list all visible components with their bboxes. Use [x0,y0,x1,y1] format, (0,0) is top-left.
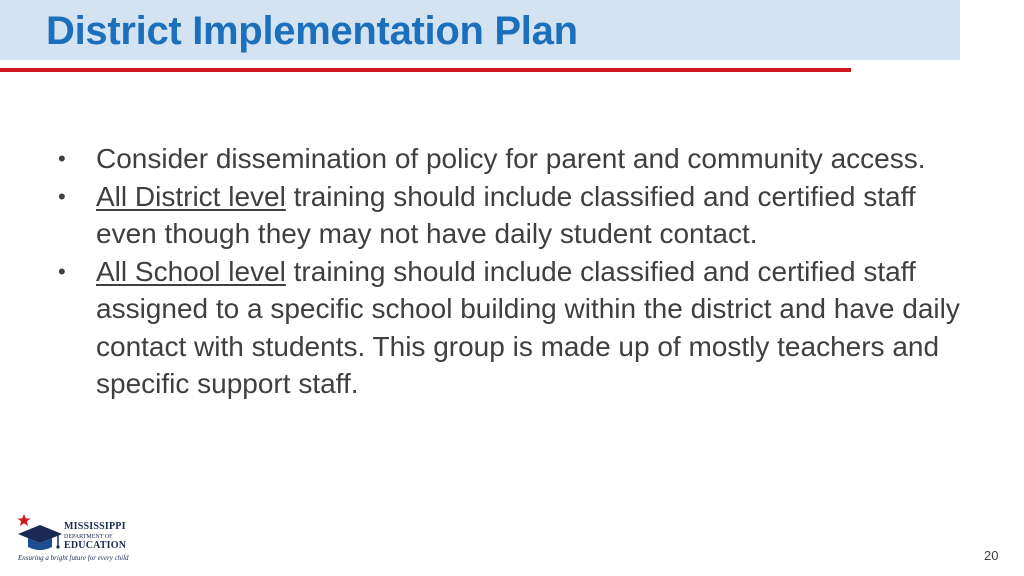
slide-title: District Implementation Plan [46,9,578,53]
bullet-list [58,140,978,403]
graduation-cap-icon [14,512,64,554]
logo-tagline: Ensuring a bright future for every child [18,554,129,562]
bullet-marker: • [58,258,66,284]
bullet-text: training should include classified and certified staff even though they may not have daily student contact. [96,180,916,249]
logo-line-1: MISSISSIPPI [64,521,126,532]
bullet-lead-underlined: All District level [96,180,286,212]
bullet-marker: • [58,183,66,209]
page-number: 20 [984,548,999,563]
bullet-text: training should include classified and certified staff assigned to a specific school building within the district and have daily contact with students. This group is made up of mostly teachers and specific support staff. [96,255,960,399]
logo-line-3: EDUCATION [64,540,127,551]
logo-line-2: DEPARTMENT OF [64,534,113,540]
bullet-marker: • [58,146,66,171]
bullet-item [58,140,978,178]
mde-logo [14,512,130,564]
title-divider [0,68,851,72]
bullet-text: Consider dissemination of policy for parent and community access. [96,143,926,174]
bullet-lead-underlined: All School level [96,255,286,287]
bullet-item [58,178,978,253]
bullet-item [58,253,978,403]
logo-wordmark [64,522,126,551]
